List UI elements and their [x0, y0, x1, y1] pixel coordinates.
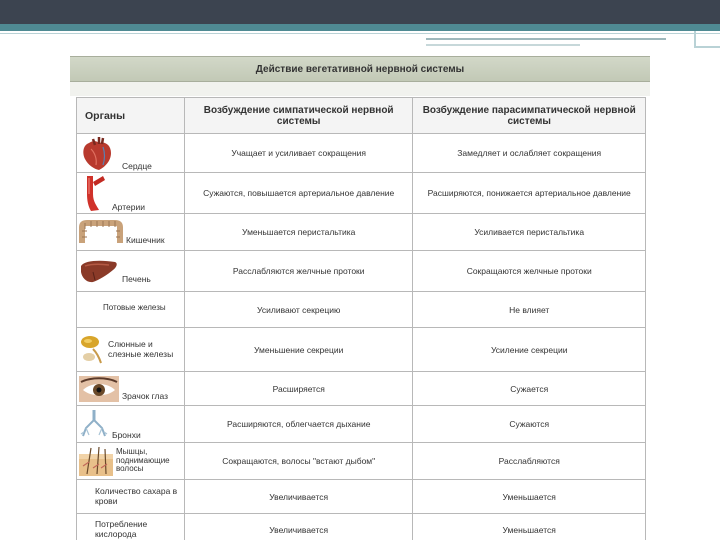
table-row — [77, 214, 646, 251]
table-row — [77, 480, 646, 514]
table-row — [77, 406, 646, 443]
table-row — [77, 443, 646, 480]
table-title: Действие вегетативной нервной системы — [70, 56, 650, 82]
sympathetic-effect: Учащает и усиливает сокращения — [184, 134, 412, 173]
eye-icon — [79, 376, 119, 402]
liver-icon — [79, 258, 119, 284]
autonomic-effects-table — [76, 97, 646, 540]
column-header-sympathetic: Возбуждение симпатической нервной системы — [184, 98, 412, 134]
column-header-parasympathetic: Возбуждение парасимпатической нервной системы — [413, 98, 646, 134]
organ-cell — [77, 214, 185, 251]
organ-cell — [77, 134, 185, 173]
organ-label: Потребление кислорода — [95, 519, 148, 539]
organ-label: Потовые железы — [103, 303, 166, 313]
slide-top-bar — [0, 0, 720, 24]
organ-label: Кишечник — [126, 234, 165, 245]
organ-cell — [77, 480, 185, 514]
sympathetic-effect: Расширяется — [184, 372, 412, 406]
column-header-organs: Органы — [77, 98, 185, 134]
organ-label: Бронхи — [112, 429, 141, 440]
table-row — [77, 251, 646, 292]
organ-cell — [77, 173, 185, 214]
organ-label: Слюнные и слезные железы — [108, 339, 174, 359]
artery-icon — [79, 174, 109, 212]
sympathetic-effect: Увеличивается — [184, 514, 412, 540]
parasympathetic-effect: Уменьшается — [413, 480, 646, 514]
organ-cell — [77, 292, 185, 328]
parasympathetic-effect: Уменьшается — [413, 514, 646, 540]
organ-cell — [77, 406, 185, 443]
parasympathetic-effect: Усиливается перистальтика — [413, 214, 646, 251]
organ-label: Мышцы, поднимающие волосы — [116, 446, 170, 474]
organ-label: Сердце — [122, 160, 152, 171]
sympathetic-effect: Уменьшение секреции — [184, 328, 412, 372]
sympathetic-effect: Расширяются, облегчается дыхание — [184, 406, 412, 443]
organ-label: Артерии — [112, 201, 145, 212]
organ-cell — [77, 251, 185, 292]
sympathetic-effect: Сокращаются, волосы "встают дыбом" — [184, 443, 412, 480]
table-row — [77, 134, 646, 173]
organ-label: Зрачок глаз — [122, 391, 169, 402]
parasympathetic-effect: Не влияет — [413, 292, 646, 328]
table-row — [77, 292, 646, 328]
slide-accent-line — [426, 38, 666, 40]
slide-accent-stripe — [0, 24, 720, 31]
sympathetic-effect: Сужаются, повышается артериальное давление — [184, 173, 412, 214]
organ-label: Количество сахара в крови — [95, 486, 178, 506]
sympathetic-effect: Увеличивается — [184, 480, 412, 514]
parasympathetic-effect: Расслабляются — [413, 443, 646, 480]
table-row — [77, 328, 646, 372]
parasympathetic-effect: Сужаются — [413, 406, 646, 443]
intestine-icon — [79, 219, 123, 245]
title-band-shadow — [70, 82, 650, 96]
hair-muscle-icon — [79, 446, 113, 476]
organ-cell — [77, 514, 185, 540]
table-row — [77, 514, 646, 540]
table-row — [77, 372, 646, 406]
parasympathetic-effect: Сужается — [413, 372, 646, 406]
organ-cell — [77, 372, 185, 406]
table-row — [77, 173, 646, 214]
organ-cell — [77, 443, 185, 480]
organ-label: Печень — [122, 273, 151, 284]
slide-accent-line — [0, 33, 720, 34]
slide-accent-line — [426, 44, 580, 46]
parasympathetic-effect: Усиление секреции — [413, 328, 646, 372]
sympathetic-effect: Расслабляются желчные протоки — [184, 251, 412, 292]
heart-icon — [79, 135, 119, 171]
gland-icon — [79, 333, 105, 367]
parasympathetic-effect: Сокращаются желчные протоки — [413, 251, 646, 292]
table-header-row — [77, 98, 646, 134]
organ-cell — [77, 328, 185, 372]
slide-corner-lines — [694, 31, 720, 48]
sympathetic-effect: Уменьшается перистальтика — [184, 214, 412, 251]
sympathetic-effect: Усиливают секрецию — [184, 292, 412, 328]
bronchi-icon — [79, 408, 109, 440]
parasympathetic-effect: Расширяются, понижается артериальное давление — [413, 173, 646, 214]
parasympathetic-effect: Замедляет и ослабляет сокращения — [413, 134, 646, 173]
